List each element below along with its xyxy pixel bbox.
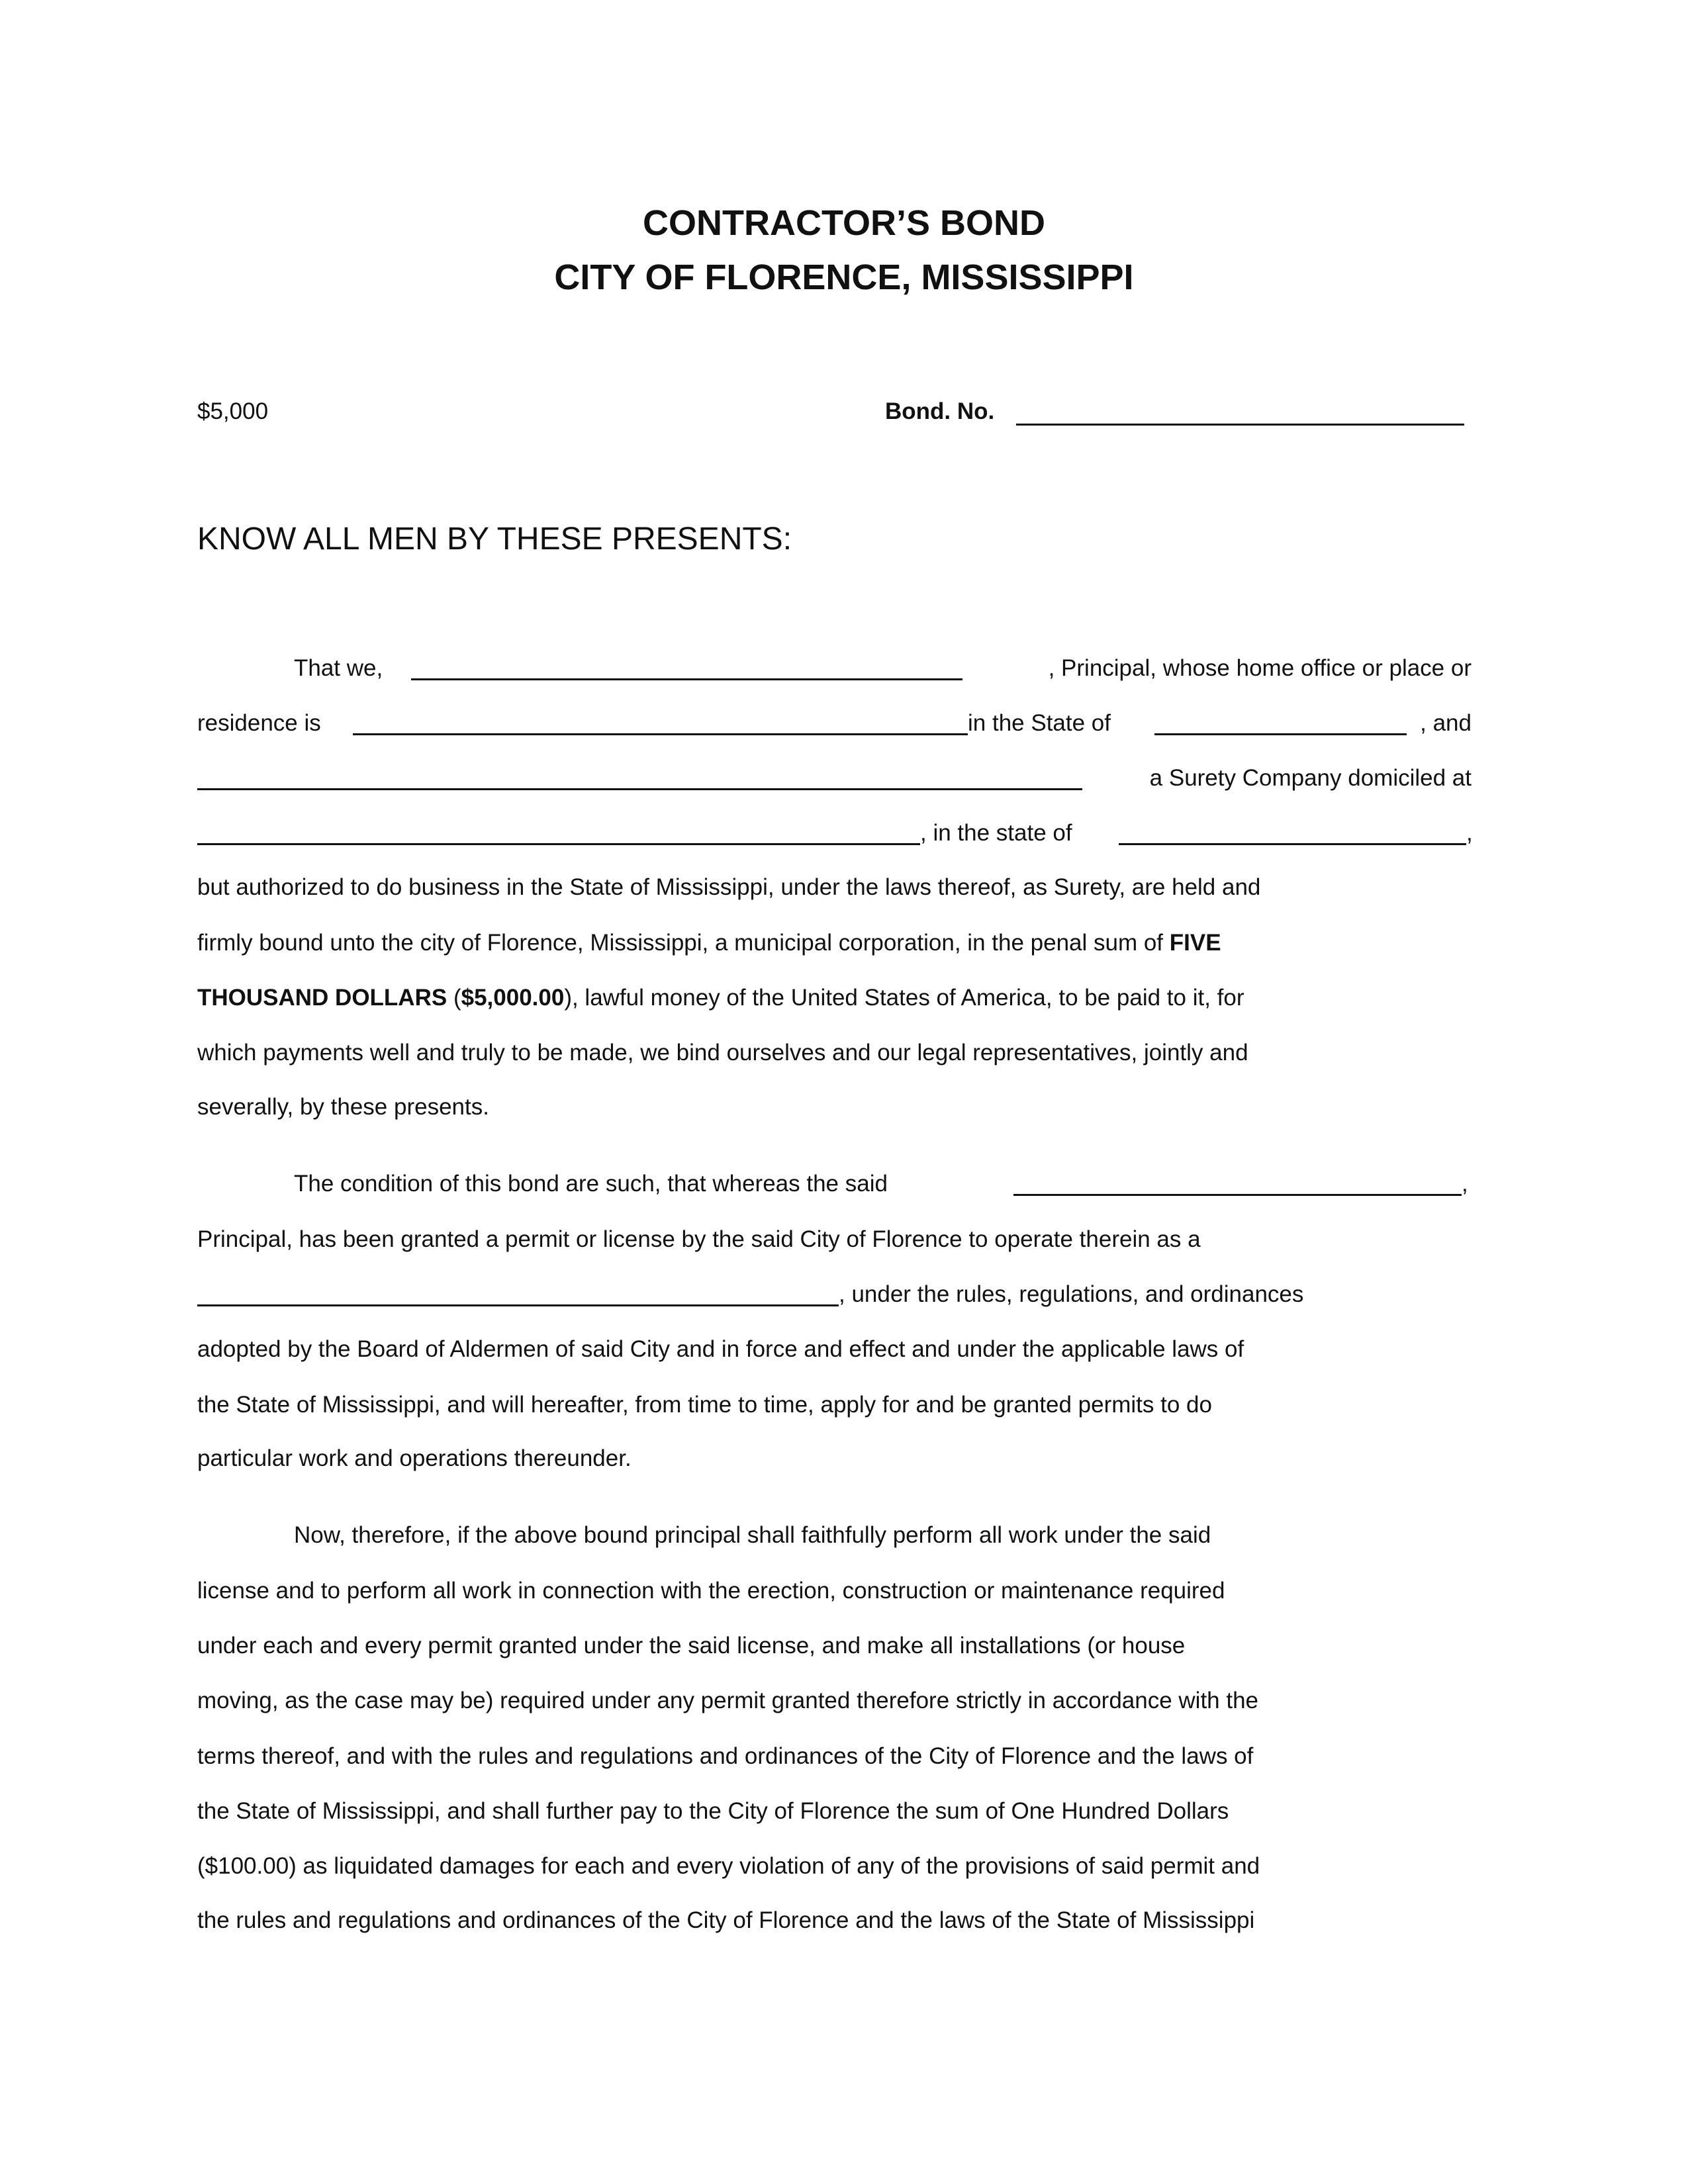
p1-text: residence is: [197, 710, 321, 736]
principal-name-field-2[interactable]: [1013, 1194, 1462, 1196]
surety-domicile-field[interactable]: [197, 843, 920, 845]
p3-text: the State of Mississippi, and shall further pay to the City of Florence the sum of One Hundred Dollars: [197, 1798, 1229, 1824]
principal-residence-field[interactable]: [353, 733, 968, 735]
p2-text: the State of Mississippi, and will hereafter, from time to time, apply for and be granted permits to do: [197, 1392, 1212, 1418]
p1-text: , and: [1420, 710, 1472, 736]
p2-text: adopted by the Board of Aldermen of said City and in force and effect and under the applicable laws of: [197, 1336, 1244, 1362]
penal-sum-amount: $5,000.00: [461, 985, 565, 1011]
p3-text: license and to perform all work in connection with the erection, construction or maintenance required: [197, 1578, 1225, 1604]
document-title: CONTRACTOR’S BOND: [642, 203, 1045, 243]
p1-text-span: firmly bound unto the city of Florence, Mississippi, a municipal corporation, in the penal sum of: [197, 930, 1170, 956]
p3-text: under each and every permit granted under the said license, and make all installations (or house: [197, 1633, 1186, 1659]
p1-text: severally, by these presents.: [197, 1094, 489, 1120]
p3-text: terms thereof, and with the rules and regulations and ordinances of the City of Florence and the laws of: [197, 1743, 1254, 1769]
surety-state-field[interactable]: [1119, 843, 1466, 845]
p1-text: , Principal, whose home office or place or: [1048, 655, 1472, 681]
p1-text: , in the state of: [920, 820, 1072, 846]
p2-text: The condition of this bond are such, that whereas the said: [294, 1171, 888, 1197]
p1-text: in the State of: [968, 710, 1111, 736]
document-subtitle: CITY OF FLORENCE, MISSISSIPPI: [554, 257, 1134, 297]
p2-text: ,: [1462, 1171, 1468, 1197]
p3-text: Now, therefore, if the above bound principal shall faithfully perform all work under the said: [294, 1522, 1211, 1548]
p1-text: which payments well and truly to be made, we bind ourselves and our legal representatives, jointly and: [197, 1040, 1248, 1066]
p2-text: Principal, has been granted a permit or license by the said City of Florence to operate therein as a: [197, 1226, 1201, 1252]
p1-text: but authorized to do business in the State of Mississippi, under the laws thereof, as Surety, are held and: [197, 874, 1261, 900]
p3-text: moving, as the case may be) required under any permit granted therefore strictly in accordance with the: [197, 1688, 1259, 1713]
p1-text: [197, 983, 1244, 1013]
p1-text-span: (: [447, 985, 461, 1011]
license-type-field[interactable]: [197, 1304, 839, 1306]
bond-amount: $5,000: [197, 398, 269, 424]
penal-sum-words: FIVE: [1169, 930, 1221, 956]
surety-company-field[interactable]: [197, 788, 1082, 790]
p2-text: particular work and operations thereunder.: [197, 1445, 632, 1471]
principal-name-field[interactable]: [411, 678, 962, 680]
bond-number-label: Bond. No.: [885, 398, 995, 424]
p3-text: the rules and regulations and ordinances of the City of Florence and the laws of the State of Mississippi: [197, 1907, 1255, 1933]
p1-text: a Surety Company domiciled at: [1149, 765, 1472, 791]
p2-text: , under the rules, regulations, and ordinances: [839, 1281, 1304, 1307]
bond-number-field[interactable]: [1016, 424, 1464, 426]
p1-text: ,: [1466, 820, 1473, 846]
p1-text-span: ), lawful money of the United States of America, to be paid to it, for: [564, 985, 1244, 1011]
principal-state-field[interactable]: [1154, 733, 1407, 735]
know-all-heading: KNOW ALL MEN BY THESE PRESENTS:: [197, 522, 792, 557]
p1-text: [197, 929, 1221, 958]
p1-text: That we,: [294, 655, 383, 681]
penal-sum-words: THOUSAND DOLLARS: [197, 985, 447, 1011]
p3-text: ($100.00) as liquidated damages for each and every violation of any of the provisions of said permit and: [197, 1853, 1260, 1879]
